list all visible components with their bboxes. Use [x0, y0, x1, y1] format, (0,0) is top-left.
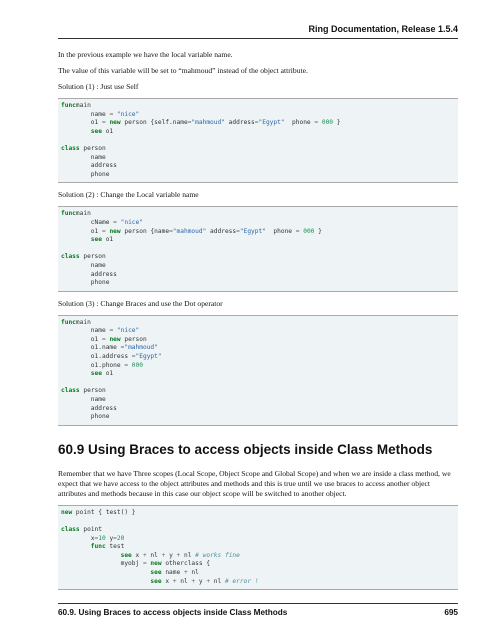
- code-line: phone: [61, 279, 110, 287]
- running-footer: [58, 603, 458, 617]
- code-line: o1 = new person {self.name="mahmoud" address="Egypt" phone = 000 }: [61, 119, 341, 127]
- code-line: see o1: [61, 370, 114, 378]
- intro-paragraph-2: The value of this variable will be set to “mahmoud” instead of the object attribute.: [58, 66, 308, 75]
- code-line: new point { test() }: [61, 508, 136, 516]
- code-line: [61, 245, 455, 254]
- code-line: o1.address ="Egypt": [61, 353, 162, 361]
- code-line: see name + nl: [61, 568, 199, 576]
- code-line: o1.phone = 000: [61, 361, 143, 369]
- page-number: 695: [444, 608, 458, 617]
- intro-paragraph-1: In the previous example we have the local variable name.: [58, 50, 233, 59]
- code-line: see x + nl + y + nl # works fine: [61, 551, 240, 559]
- section-paragraph: Remember that we have Three scopes (Local Scope, Object Scope and Global Scope) and when we are inside a class method, we expect that we have access to the object attributes and methods and this is true until we use braces to access another object attributes and methods because in this case our object scope will be switched to another object.: [58, 468, 451, 498]
- code-line: cName = "nice": [61, 218, 143, 226]
- code-line: see x + nl + y + nl # error !: [61, 577, 259, 585]
- code-line: o1 = new person: [61, 335, 147, 343]
- code-line: name = "nice": [61, 110, 140, 118]
- code-line: x=10 y=20: [61, 534, 125, 542]
- code-line: funcmain: [61, 102, 91, 109]
- code-line: class person: [61, 253, 106, 261]
- code-line: func test: [61, 543, 125, 551]
- code-line: name: [61, 396, 106, 404]
- code-block-solution-1: [58, 98, 458, 183]
- page-content: [58, 50, 458, 597]
- code-line: see o1: [61, 127, 114, 135]
- code-line: see o1: [61, 236, 114, 244]
- running-header: [58, 24, 458, 39]
- code-line: name: [61, 153, 106, 161]
- code-line: class point: [61, 526, 102, 533]
- header-title: Ring Documentation, Release 1.5.4: [308, 24, 458, 34]
- code-line: class person: [61, 144, 106, 152]
- code-line: funcmain: [61, 318, 91, 326]
- section-heading: 60.9 Using Braces to access objects inside Class Methods: [58, 441, 433, 457]
- footer-section-title: 60.9. Using Braces to access objects inside Class Methods: [58, 608, 288, 617]
- code-block-solution-2: [58, 206, 458, 291]
- code-line: address: [61, 162, 117, 170]
- code-block-braces-example: [58, 505, 458, 590]
- code-line: o1.name ="mahmoud": [61, 344, 158, 352]
- code-line: [61, 379, 455, 388]
- code-line: address: [61, 270, 117, 278]
- code-block-solution-3: [58, 315, 458, 426]
- code-line: [61, 517, 455, 526]
- code-line: [61, 136, 455, 145]
- code-line: funcmain: [61, 210, 91, 218]
- code-line: phone: [61, 413, 110, 421]
- code-line: class person: [61, 387, 106, 395]
- code-line: myobj = new otherclass {: [61, 560, 211, 568]
- code-line: name: [61, 261, 106, 269]
- code-line: phone: [61, 170, 110, 178]
- code-line: o1 = new person {name="mahmoud" address="Egypt" phone = 000 }: [61, 227, 322, 235]
- code-line: address: [61, 404, 117, 412]
- solution-3-label: Solution (3) : Change Braces and use the Dot operator: [58, 298, 223, 308]
- solution-1-label: Solution (1) : Just use Self: [58, 82, 139, 91]
- solution-2-label: Solution (2) : Change the Local variable name: [58, 190, 199, 200]
- code-line: name = "nice": [61, 327, 140, 335]
